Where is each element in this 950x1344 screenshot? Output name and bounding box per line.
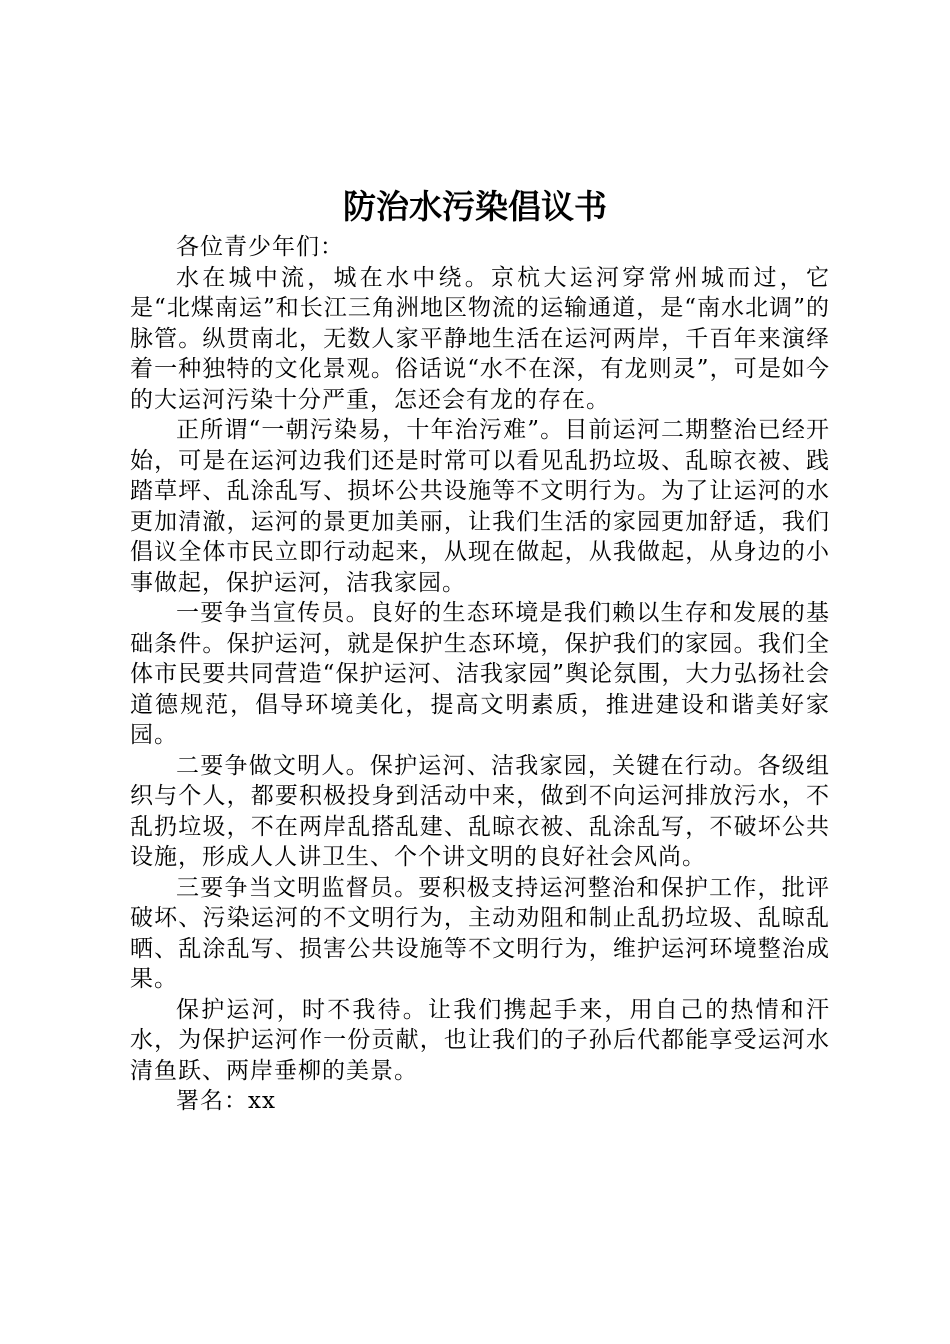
paragraph-supervisor: 三要争当文明监督员。要积极支持运河整治和保护工作，批评破坏、污染运河的不文明行为，主动劝阻和制止乱扔垃圾、乱晾乱晒、乱涂乱写、损害公共设施等不文明行为，维护运河环境整治成果。 — [130, 874, 830, 992]
paragraph-intro: 水在城中流，城在水中绕。京杭大运河穿常州城而过，它是“北煤南运”和长江三角洲地区物流的运输通道，是“南水北调”的脉管。纵贯南北，无数人家平静地生活在运河两岸，千百年来演绎着一种独特的文化景观。俗话说“水不在深，有龙则灵”，可是如今的大运河污染十分严重，怎还会有龙的存在。 — [130, 264, 830, 413]
document-body — [130, 232, 830, 1117]
paragraph-propagandist: 一要争当宣传员。良好的生态环境是我们赖以生存和发展的基础条件。保护运河，就是保护生态环境，保护我们的家园。我们全体市民要共同营造“保护运河、洁我家园”舆论氛围，大力弘扬社会道德规范，倡导环境美化，提高文明素质，推进建设和谐美好家园。 — [130, 600, 830, 748]
paragraph-civilized-person: 二要争做文明人。保护运河、洁我家园，关键在行动。各级组织与个人，都要积极投身到活动中来，做到不向运河排放污水，不乱扔垃圾，不在两岸乱搭乱建、乱晾衣被、乱涂乱写，不破坏公共设施，形成人人讲卫生、个个讲文明的良好社会风尚。 — [130, 752, 830, 870]
document-title: 防治水污染倡议书 — [343, 187, 607, 226]
greeting: 各位青少年们： — [176, 234, 344, 260]
signature: 署名：xx — [176, 1088, 276, 1114]
paragraph-conclusion: 保护运河，时不我待。让我们携起手来，用自己的热情和汗水，为保护运河作一份贡献，也让我们的子孙后代都能享受运河水清鱼跃、两岸垂柳的美景。 — [130, 996, 830, 1084]
paragraph-problem: 正所谓“一朝污染易，十年治污难”。目前运河二期整治已经开始，可是在运河边我们还是时常可以看见乱扔垃圾、乱晾衣被、践踏草坪、乱涂乱写、损坏公共设施等不文明行为。为了让运河的水更加清澈，运河的景更加美丽，让我们生活的家园更加舒适，我们倡议全体市民立即行动起来，从现在做起，从我做起，从身边的小事做起，保护运河，洁我家园。 — [130, 417, 830, 596]
